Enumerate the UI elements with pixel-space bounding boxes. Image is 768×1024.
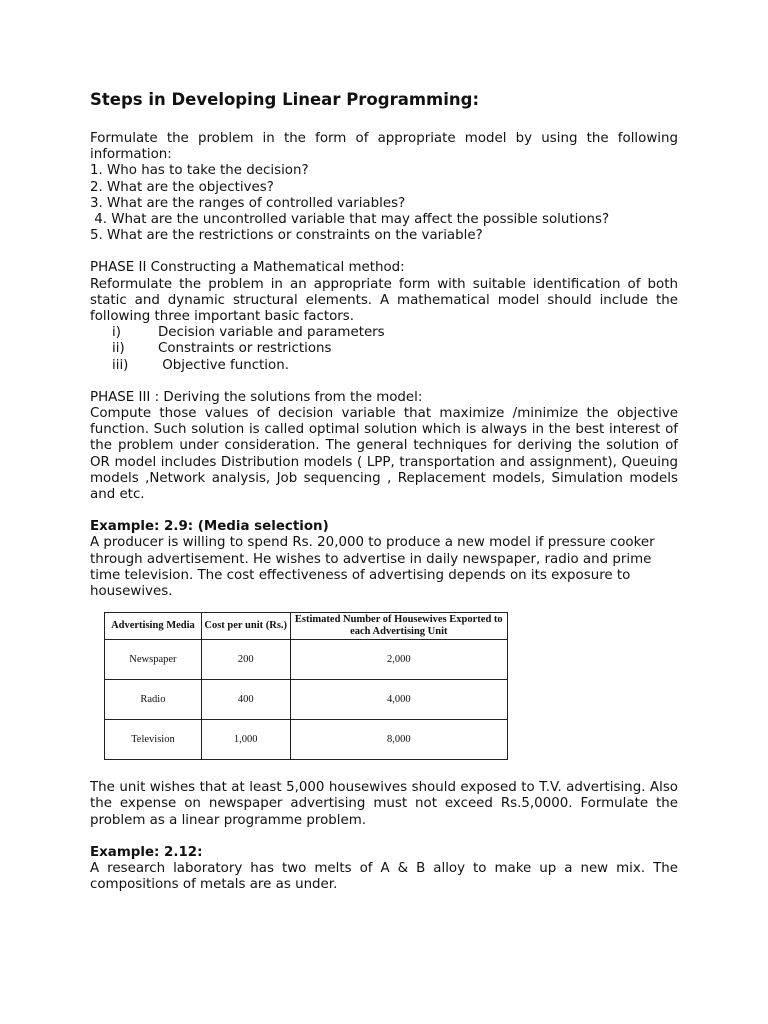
page-title: Steps in Developing Linear Programming:: [90, 90, 480, 109]
example2-body: A research laboratory has two melts of A & B alloy to make up a new mix. The compositions of metals are as under.: [90, 861, 678, 893]
spacer: [90, 829, 678, 845]
example1-body: A producer is willing to spend Rs. 20,000 to produce a new model if pressure cooker through advertisement. He wishes to advertise in daily newspaper, radio and prime time television. The cost effectiveness of advertising depends on its exposure to housewives.: [90, 535, 655, 600]
factor-item: [90, 325, 678, 341]
document-content: [90, 90, 678, 894]
phase1-item: 4. What are the uncontrolled variable that may affect the possible solutions?: [90, 212, 610, 228]
table-row: [105, 720, 508, 760]
factor-text: Objective function.: [158, 357, 289, 373]
cell-cost: 1,000: [201, 720, 290, 760]
table-row: [105, 680, 508, 720]
cell-cost: 200: [201, 640, 290, 680]
example1-title: Example: 2.9: (Media selection): [90, 519, 329, 535]
cell-media: Television: [105, 720, 202, 760]
phase2-factor-list: [90, 325, 678, 374]
phase1-item: 1. Who has to take the decision?: [90, 163, 309, 179]
media-table: [104, 612, 508, 760]
phase2-heading: PHASE II Constructing a Mathematical method:: [90, 260, 405, 276]
phase2-body: Reformulate the problem in an appropriate form with suitable identification of both static and dynamic structural elements. A mathematical model should include the following three important basic factors.: [90, 276, 678, 325]
factor-number: ii): [112, 341, 125, 357]
spacer: [90, 374, 678, 390]
header-media: Advertising Media: [105, 613, 202, 640]
table-header-row: [105, 613, 508, 640]
phase3-heading: PHASE III : Deriving the solutions from the model:: [90, 389, 423, 405]
factor-item: [90, 341, 678, 357]
spacer: [90, 244, 678, 260]
factor-item: [90, 358, 678, 374]
cell-media: Radio: [105, 680, 202, 720]
spacer: [90, 503, 678, 519]
factor-text: Decision variable and parameters: [158, 325, 385, 341]
example1-after: The unit wishes that at least 5,000 housewives should exposed to T.V. advertising. Also the expense on newspaper advertising must not exceed Rs.5,0000. Formulate the problem as a linear programme problem.: [90, 780, 678, 828]
header-housewives: Estimated Number of Housewives Exported to each Advertising Unit: [290, 613, 507, 640]
phase1-item: 3. What are the ranges of controlled variables?: [90, 195, 406, 211]
factor-number: iii): [112, 357, 129, 373]
cell-cost: 400: [201, 680, 290, 720]
cell-media: Newspaper: [105, 640, 202, 680]
factor-text: Constraints or restrictions: [158, 341, 332, 357]
table-row: [105, 640, 508, 680]
media-table-wrapper: [104, 612, 678, 760]
cell-housewives: 4,000: [290, 680, 507, 720]
example2-title: Example: 2.12:: [90, 844, 203, 860]
phase1-item: 2. What are the objectives?: [90, 179, 274, 195]
factor-number: i): [112, 325, 121, 341]
header-cost: Cost per unit (Rs.): [201, 613, 290, 640]
phase1-intro: Formulate the problem in the form of appropriate model by using the following information:: [90, 131, 678, 163]
phase1-item: 5. What are the restrictions or constraints on the variable?: [90, 228, 483, 244]
phase3-body: Compute those values of decision variable that maximize /minimize the objective function. Such solution is called optimal solution which is always in the best interest of the problem under consideration. The general techniques for deriving the solution of OR model includes Distribution models ( LPP, transportation and assignment), Queuing models ,Network analysis, Job sequencing , Replacement models, Simulation models and etc.: [90, 406, 678, 503]
cell-housewives: 2,000: [290, 640, 507, 680]
cell-housewives: 8,000: [290, 720, 507, 760]
